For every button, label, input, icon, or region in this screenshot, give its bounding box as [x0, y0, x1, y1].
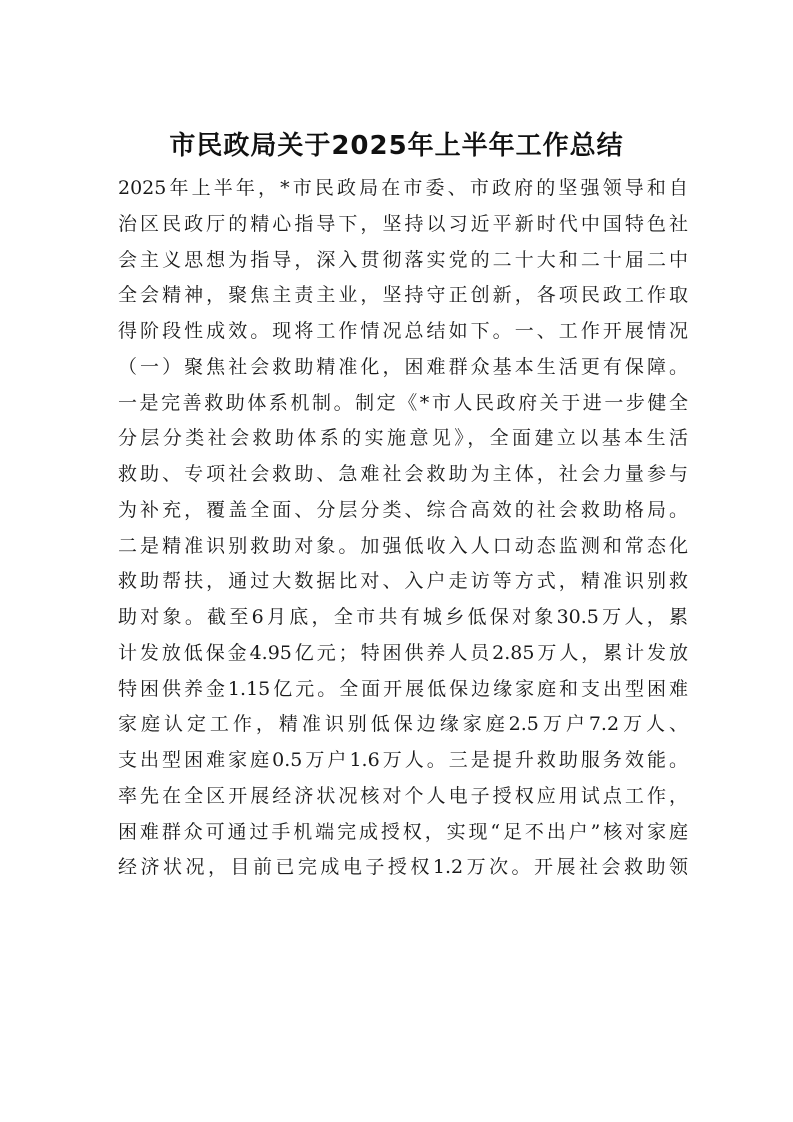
body-line: 率先在全区开展经济状况核对个人电子授权应用试点工作， — [118, 784, 688, 807]
body-line: 助对象。截至6月底，全市共有城乡低保对象30.5万人，累 — [118, 606, 688, 628]
body-line: 为补充，覆盖全面、分层分类、综合高效的社会救助格局。 — [118, 498, 688, 521]
document-title: 市民政局关于2025年上半年工作总结 — [169, 131, 624, 161]
body-line: 计发放低保金4.95亿元；特困供养人员2.85万人，累计发放 — [118, 641, 688, 664]
body-line: 2025年上半年，*市民政局在市委、市政府的坚强领导和自 — [118, 177, 688, 199]
body-line: 经济状况，目前已完成电子授权1.2万次。开展社会救助领 — [118, 856, 688, 879]
body-line: 家庭认定工作，精准识别低保边缘家庭2.5万户7.2万人、 — [118, 713, 688, 736]
body-line: 救助、专项社会救助、急难社会救助为主体，社会力量参与 — [118, 463, 688, 485]
body-line: 得阶段性成效。现将工作情况总结如下。一、工作开展情况 — [118, 320, 688, 342]
body-line: 一是完善救助体系机制。制定《*市人民政府关于进一步健全 — [118, 391, 688, 414]
body-line: （一）聚焦社会救助精准化，困难群众基本生活更有保障。 — [118, 355, 688, 378]
body-line: 分层分类社会救助体系的实施意见》，全面建立以基本生活 — [118, 427, 688, 450]
body-line: 会主义思想为指导，深入贯彻落实党的二十大和二十届二中 — [118, 248, 688, 271]
document-body — [118, 171, 688, 886]
body-line: 救助帮扶，通过大数据比对、入户走访等方式，精准识别救 — [118, 570, 688, 593]
body-line: 困难群众可通过手机端完成授权，实现“足不出户”核对家庭 — [118, 820, 688, 843]
body-line: 治区民政厅的精心指导下，坚持以习近平新时代中国特色社 — [118, 212, 688, 235]
body-line: 支出型困难家庭0.5万户1.6万人。三是提升救助服务效能。 — [118, 749, 688, 771]
body-line: 二是精准识别救助对象。加强低收入人口动态监测和常态化 — [118, 534, 688, 557]
body-line: 特困供养金1.15亿元。全面开展低保边缘家庭和支出型困难 — [118, 677, 688, 700]
body-line: 全会精神，聚焦主责主业，坚持守正创新，各项民政工作取 — [118, 284, 688, 307]
